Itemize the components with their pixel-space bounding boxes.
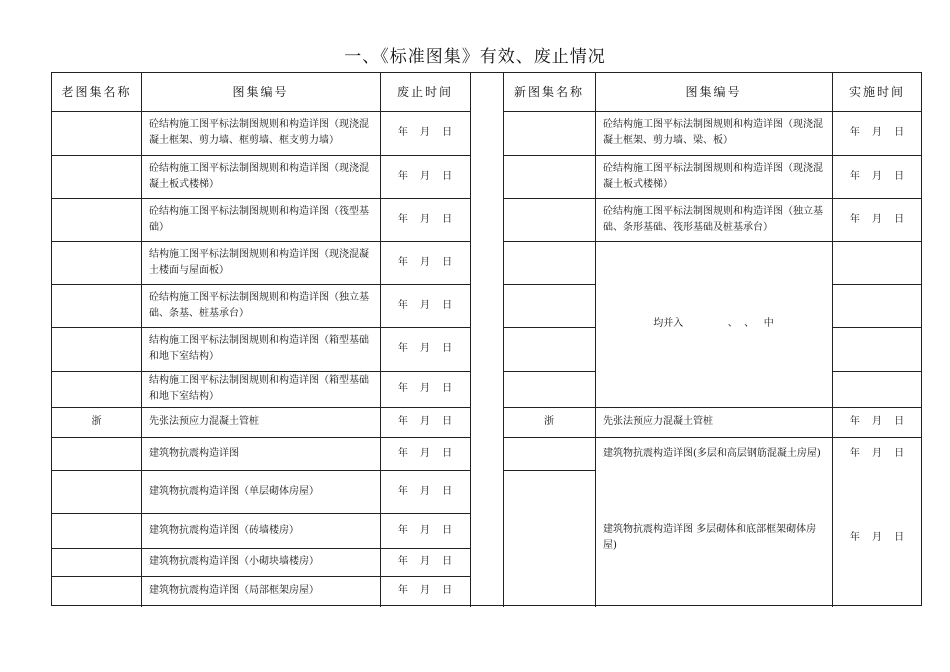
implement-date: 年 月 日 [849, 447, 905, 459]
abolish-date: 年 月 日 [397, 383, 453, 394]
old-atlas-code: 结构施工图平标法制图规则和构造详图（箱型基础和地下室结构） [149, 375, 369, 402]
new-atlas-code: 建筑物抗震构造详图(多层和高层钢筋混凝土房屋) [603, 447, 821, 459]
abolish-date: 年 月 日 [397, 447, 453, 459]
header-old-name: 老图集名称 [61, 85, 132, 99]
row-divider [832, 284, 922, 285]
abolish-date: 年 月 日 [397, 556, 453, 567]
abolish-date: 年 月 日 [397, 585, 453, 596]
old-atlas-name [52, 198, 141, 241]
old-atlas-name [52, 284, 141, 327]
abolish-date: 年 月 日 [397, 256, 453, 268]
abolish-date: 年 月 日 [397, 213, 453, 225]
old-atlas-code: 建筑物抗震构造详图（小砌块墙楼房） [149, 556, 319, 567]
row-divider [503, 284, 595, 285]
new-atlas-code: 砼结构施工图平标法制图规则和构造详图（现浇混凝土框架、剪力墙、梁、板） [603, 119, 823, 146]
old-atlas-code: 砼结构施工图平标法制图规则和构造详图（独立基础、条基、桩基承台） [149, 291, 369, 319]
old-atlas-name [52, 327, 141, 371]
old-atlas-name [52, 155, 141, 198]
old-atlas-name: 浙 [91, 416, 102, 427]
old-atlas-name [52, 576, 141, 606]
implement-date: 年 月 日 [849, 416, 905, 427]
new-atlas-name [503, 111, 595, 155]
row-divider [503, 327, 595, 328]
old-atlas-name [52, 371, 141, 407]
implement-date: 年 月 日 [849, 170, 905, 182]
page-title: 一、《标准图集》有效、废止情况 [344, 47, 606, 67]
abolish-date: 年 月 日 [397, 299, 453, 311]
old-atlas-name [52, 241, 141, 284]
header-new-name: 新图集名称 [513, 85, 584, 99]
abolish-date: 年 月 日 [397, 343, 453, 354]
header-abolish-time: 废止时间 [396, 85, 453, 99]
old-atlas-code: 建筑物抗震构造详图（局部框架房屋） [149, 585, 319, 596]
abolish-date: 年 月 日 [397, 170, 453, 182]
old-atlas-code: 结构施工图平标法制图规则和构造详图（箱型基础和地下室结构） [149, 335, 369, 362]
old-atlas-code: 建筑物抗震构造详图 [149, 447, 239, 459]
old-atlas-name [52, 470, 141, 513]
new-atlas-name [503, 155, 595, 198]
implement-date: 年 月 日 [849, 127, 905, 138]
old-atlas-code: 砼结构施工图平标法制图规则和构造详图（现浇混凝土板式楼梯） [149, 162, 369, 190]
merged-note: 均并入 、 、 中 [653, 318, 774, 329]
old-atlas-code: 建筑物抗震构造详图（单层砌体房屋） [149, 485, 319, 497]
new-atlas-name [503, 437, 595, 470]
abolish-date: 年 月 日 [397, 524, 453, 536]
old-atlas-name [52, 513, 141, 548]
old-atlas-code: 建筑物抗震构造详图（砖墙楼房） [149, 524, 299, 536]
old-atlas-code: 砼结构施工图平标法制图规则和构造详图（现浇混凝土框架、剪力墙、框剪墙、框支剪力墙） [149, 119, 369, 146]
old-atlas-code: 先张法预应力混凝土管桩 [149, 416, 259, 427]
new-atlas-name [503, 470, 595, 606]
old-atlas-name [52, 111, 141, 155]
implement-date: 年 月 日 [849, 532, 905, 543]
old-atlas-name [52, 548, 141, 576]
abolish-date: 年 月 日 [397, 127, 453, 138]
new-atlas-code: 砼结构施工图平标法制图规则和构造详图（独立基础、条形基础、筏形基础及桩基承台） [603, 205, 823, 233]
old-atlas-code: 砼结构施工图平标法制图规则和构造详图（筏型基础） [149, 205, 369, 233]
standards-table [51, 72, 922, 606]
row-divider [832, 371, 922, 372]
old-atlas-code: 结构施工图平标法制图规则和构造详图（现浇混凝土楼面与屋面板） [149, 248, 369, 276]
abolish-date: 年 月 日 [397, 416, 453, 427]
row-divider [832, 327, 922, 328]
row-divider [503, 371, 595, 372]
header-new-code: 图集编号 [685, 85, 742, 99]
header-old-code: 图集编号 [232, 85, 289, 99]
new-atlas-name [503, 198, 595, 241]
implement-date: 年 月 日 [849, 213, 905, 225]
new-atlas-code: 砼结构施工图平标法制图规则和构造详图（现浇混凝土板式楼梯） [603, 162, 823, 190]
new-atlas-code: 建筑物抗震构造详图 多层砌体和底部框架砌体房屋) [603, 524, 817, 551]
column-divider [470, 73, 471, 607]
header-implement-time: 实施时间 [848, 85, 905, 99]
new-atlas-name: 浙 [544, 416, 554, 427]
abolish-date: 年 月 日 [397, 485, 453, 497]
old-atlas-name [52, 437, 141, 470]
new-atlas-code: 先张法预应力混凝土管桩 [603, 416, 713, 427]
